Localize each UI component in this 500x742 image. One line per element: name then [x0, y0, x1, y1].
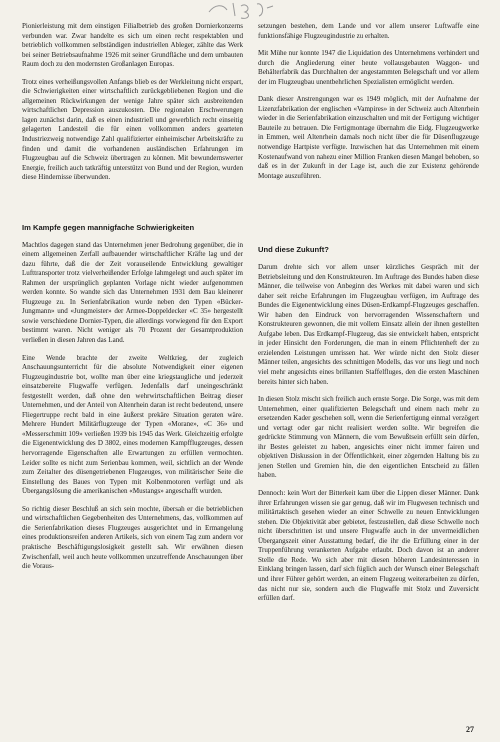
section-heading: Im Kampfe gegen mannigfache Schwierigkeiten [22, 222, 195, 232]
right-column [258, 22, 479, 612]
paragraph: Dank dieser Anstrengungen war es 1949 möglich, mit der Aufnahme der Lizenzfabrikation der englischen «Vampires» in der Schweiz auch Altenrhein wieder in die Serienfabrikation einzuschalten und mit der Fertigung wichtiger Bauteile zu betrauen. Die Fertigmontage übernahm die Eidg. Flugzeugwerke in Emmen, weil Altenrhein damals noch nicht über die für Düsenflugzeuge notwendige Hartpiste verfügte. Inzwischen hat das Unternehmen mit einem Kostenaufwand von nahezu einer Million Franken diesen Mangel behoben, so daß es in der Zukunft in der Lage ist, auch die zur Existenz gehörende Montage auszuführen. [258, 95, 479, 180]
paragraph: Darum drehte sich vor allem unser kürzliches Gespräch mit der Betriebsleitung und den Konstrukteuren. Im Auftrage des Bundes haben diese Männer, die teilweise von Anbeginn des Werkes mit dabei waren und sich daher seit reiche Erfahrungen im Flugzeugbau verfügen, im Auftrage des Bundes die Eigenentwicklung eines Düsen-Erdkampf-Flugzeuges geschaffen. Wir haben den Eindruck von hervorragenden Wissenschaftern und Konstrukteuren gewonnen, die mit vollem Einsatz allein der ihnen gestellten Aufgabe leben. Das Erdkampf-Flugzeug, das sie entwickelt haben, entspricht in jeder Hinsicht den Forderungen, die man in einem Pflichtenheft der zu erzielenden Leistungen umrissen hat. Wer würde nicht den Stolz dieser Männer teilen, angesichts des schnittigen Modells, das vor uns liegt und noch viel mehr angesichts eines brillanten Staffelfluges, den die ersten Maschinen bereits hinter sich haben. [258, 263, 479, 386]
section-heading: Und diese Zukunft? [258, 245, 329, 255]
paragraph: Eine Wende brachte der zweite Weltkrieg, der zugleich Anschauungsunterricht für die absolute Notwendigkeit einer eigenen Flugzeugindustrie bot, wollte man über eine kriegstaugliche und jederzeit einsatzbereite Flugwaffe verfügen. Jedenfalls darf uneingeschränkt festgestellt werden, daß ohne den wehrwirtschaftlichen Beitrag dieser Unternehmen, und der Anteil von Altenrhein daran ist recht bedeutend, unsere Fliegertruppe recht bald in eine äußerst prekäre Situation geraten wäre. Mehrere Hundert Militärflugzeuge der Typen «Morane», «C 36» und «Messerschmitt 109» verließen 1939 bis 1945 das Werk. Gleichzeitig erfolgte die Eigenentwicklung des D 3802, eines modernen Kampfflugzeuges, dessen hervorragende Eigenschaften alle Erwartungen zu erfüllen vermochten. Leider sollte es nicht zum Serienbau kommen, weil, sichtlich an der Wende zum Zeitalter des düsengetriebenen Flugzeuges, von militärischer Seite die Einstellung des Baues von Typen mit Kolbenmotoren verfügt und als Übergangslösung die amerikanischen «Mustangs» angeschafft wurden. [22, 353, 243, 496]
paragraph: setzungen bestehen, dem Lande und vor allem unserer Luftwaffe eine funktionsfähige Flugzeugindustrie zu erhalten. [258, 22, 479, 40]
left-column [22, 22, 243, 580]
paragraph: Pionierleistung mit dem einstigen Filialbetrieb des großen Dornierkonzerns verbunden war. Zwar handelte es sich um einen recht respektablen und betrieblich vollkommen selbständigen industriellen Ableger, zählte das Werk bei seiner Betriebsaufnahme 1926 mit seiner Grundfläche und dem umbauten Raum doch zu den modernsten Großanlagen Europas. [22, 22, 243, 69]
handwritten-annotation [205, 0, 275, 20]
paragraph: In diesen Stolz mischt sich freilich auch ernste Sorge. Die Sorge, was mit dem Unternehmen, einer qualifizierten Belegschaft und einem nach mehr zu ersetzenden Kader geschehen soll, wenn die Serienfertigung einmal verzögert und vertagt oder gar nicht realisiert werden sollte. Wir begreifen die gedrückte Stimmung von Männern, die vom Bewußtsein erfüllt sein dürfen, ihr Bestes geleistet zu haben, angesichts einer nicht immer fairen und objektiven Diskussion in der Öffentlichkeit, einer zögernden Haltung bis zu jenen Stellen und Gremien hin, die den eigentlichen Entscheid zu fällen haben. [258, 395, 479, 480]
paragraph: So richtig dieser Beschluß an sich sein mochte, übersah er die betrieblichen und wirtschaftlichen Gegebenheiten des Unternehmens, das, vollkommen auf die Serienfabrikation dieses Flugzeuges ausgerichtet und in Ermangelung eines produktionsreifen anderen Artikels, sich von einem Tag zum andern vor praktische Beschäftigungslosigkeit gestellt sah. Wir erwähnen diesen Zwischenfall, weil auch heute vollkommen unzutreffende Anschauungen über die Voraus- [22, 504, 243, 571]
paragraph: Dennoch: kein Wort der Bitterkeit kam über die Lippen dieser Männer. Dank ihrer Erfahrungen wissen sie gar genug, daß wir im Flugwesen technisch und militärtaktisch gesehen wieder an einer Schwelle zu neuen Entwicklungen stehen. Die Objektivität aber gebietet, festzustellen, daß diese Schwelle noch nicht überschritten ist und unsere Flugwaffe auch in der unvermeidlichen Übergangszeit einer Ausstattung bedarf, die ihr die Erfüllung einer in der Truppenführung verankerten Aufgabe erlaubt. Doch davon ist an anderer Stelle die Rede. Wo sich aber mit diesen höheren Landesinteressen in Einklang bringen lassen, darf sich füglich auch der Wunsch einer Belegschaft und ihrer Führer gehört werden, an einem Flugzeug weiterarbeiten zu dürfen, das nicht nur sie, sondern auch die Flugwaffe mit Stolz und Zuversicht erfüllen darf. [258, 489, 479, 603]
paragraph: Mit Mühe nur konnte 1947 die Liquidation des Unternehmens verhindert und durch die Angliederung einer heute vollausgebauten Waggon- und Behälterfabrik das Durchhalten der angestammten Belegschaft und vor allem der im Flugzeugbau unentbehrlichen Spezialisten ermöglicht werden. [258, 49, 479, 86]
page-number: 27 [466, 725, 474, 734]
paragraph: Trotz eines verheißungsvollen Anfangs blieb es der Werkleitung nicht erspart, die Schwierigkeiten einer wirtschaftlich zurückgebliebenen Region und die allgemeinen Rückwirkungen der wenige Jahre später sich ausbreitenden wirtschaftlichen Depression auszukosten. Die regionalen Erschwerungen lagen zunächst darin, daß es einen industriell und gewerblich recht einseitig gelagerten Landesteil die für einen vollkommen anders gearteten Industriezweig notwendige Zahl qualifizierter einheimischer Arbeitskräfte zu finden und damit die vorhandenen ausländischen Erfahrungen im Flugzeugbau auf die Schweiz übertragen zu können. Mit bewundernswerter Energie, freilich auch tatkräftig unterstützt von Bund und der Region, wurden diese Hindernisse überwunden. [22, 77, 243, 182]
paragraph: Machtlos dagegen stand das Unternehmen jener Bedrohung gegenüber, die in einem allgemeinen Zerfall aufbauender wirtschaftlicher Kräfte lag und der dazu führte, daß die der Zeit vorauseilende Entwicklung gewaltiger Lufttransporter trotz vielverheißender Erfolge lahmgelegt und auch später im Rahmen der ursprünglich geplanten Vorlage nicht wieder aufgenommen werden konnte. So wandte sich das Unternehmen 1931 dem Bau kleinerer Flugzeuge zu. In Serienfabrikation wurde neben den Typen «Bücker-Jungmann» und «Jungmeister» der Armee-Doppeldecker «C 35» hergestellt sowie verschiedene Dornier-Typen, die allerdings vorwiegend für den Export bestimmt waren. Nicht weniger als 70 Prozent der Gesamtproduktion verließen in diesen Jahren das Land. [22, 240, 243, 345]
